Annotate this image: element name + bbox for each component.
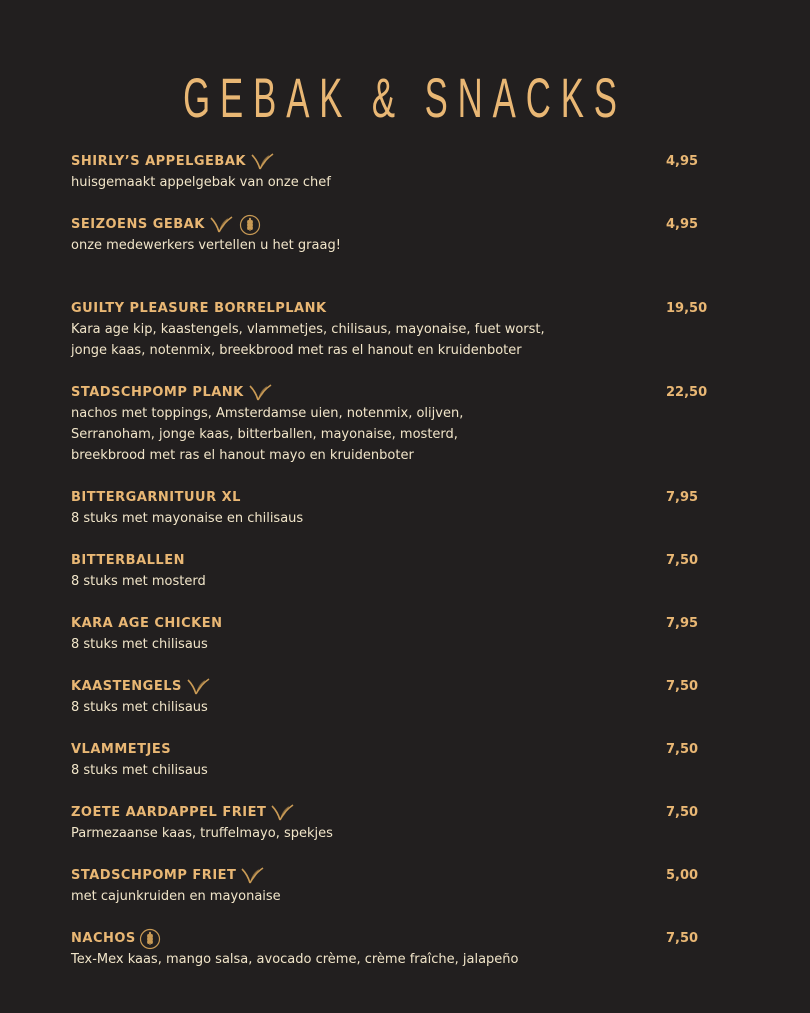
diet-icons bbox=[236, 866, 265, 886]
menu-item-header bbox=[71, 676, 731, 697]
menu-item bbox=[71, 487, 731, 529]
menu-item-header bbox=[71, 151, 731, 172]
menu-item-description: Tex-Mex kaas, mango salsa, avocado crème, crème fraîche, jalapeño bbox=[71, 952, 519, 967]
menu-item-description: met cajunkruiden en mayonaise bbox=[71, 889, 281, 904]
menu-item-name: ZOETE AARDAPPEL FRIET bbox=[71, 805, 267, 820]
menu-item-header bbox=[71, 802, 731, 823]
menu-item-price: 22,50 bbox=[666, 385, 708, 400]
menu-item-price: 7,50 bbox=[666, 679, 699, 694]
menu-item-description: 8 stuks met chilisaus bbox=[71, 700, 208, 715]
menu-item bbox=[71, 928, 731, 970]
menu-item-name: SEIZOENS GEBAK bbox=[71, 217, 205, 232]
menu-item bbox=[71, 739, 731, 781]
vegetarian-leaf-icon bbox=[269, 803, 295, 823]
menu-item-name: NACHOS bbox=[71, 931, 136, 946]
menu-item bbox=[71, 865, 731, 907]
menu-item-header bbox=[71, 487, 731, 508]
menu-item-name: KAASTENGELS bbox=[71, 679, 182, 694]
menu-item-price: 4,95 bbox=[666, 154, 699, 169]
menu-item-description: Kara age kip, kaastengels, vlammetjes, chilisaus, mayonaise, fuet worst, jonge kaas, notenmix, breekbrood met ras el hanout en kruidenboter bbox=[71, 322, 545, 358]
menu-item bbox=[71, 613, 731, 655]
menu-item-header bbox=[71, 214, 731, 235]
gluten-wheat-icon bbox=[139, 928, 161, 950]
menu-item-description: huisgemaakt appelgebak van onze chef bbox=[71, 175, 331, 190]
menu-item bbox=[71, 151, 731, 193]
menu-item-name: BITTERBALLEN bbox=[71, 553, 185, 568]
diet-icons bbox=[266, 803, 295, 823]
menu-item-name: GUILTY PLEASURE BORRELPLANK bbox=[71, 301, 327, 316]
menu-item-name: STADSCHPOMP FRIET bbox=[71, 868, 237, 883]
menu-item-description: 8 stuks met mosterd bbox=[71, 574, 206, 589]
menu-item bbox=[71, 298, 731, 361]
menu-item-price: 19,50 bbox=[666, 301, 708, 316]
vegetarian-leaf-icon bbox=[247, 383, 273, 403]
diet-icons bbox=[205, 214, 261, 236]
menu-item-header bbox=[71, 382, 731, 403]
menu-item-name: VLAMMETJES bbox=[71, 742, 172, 757]
vegetarian-leaf-icon bbox=[185, 677, 211, 697]
menu-item-header bbox=[71, 298, 731, 319]
menu-item-description: 8 stuks met chilisaus bbox=[71, 763, 208, 778]
vegetarian-leaf-icon bbox=[239, 866, 265, 886]
menu-item-description: onze medewerkers vertellen u het graag! bbox=[71, 238, 341, 253]
menu-item bbox=[71, 550, 731, 592]
menu-item bbox=[71, 676, 731, 718]
menu-item bbox=[71, 214, 731, 256]
vegetarian-leaf-icon bbox=[208, 215, 234, 235]
menu-item-price: 7,50 bbox=[666, 553, 699, 568]
menu-item bbox=[71, 802, 731, 844]
menu-item-name: STADSCHPOMP PLANK bbox=[71, 385, 244, 400]
menu-item-description: 8 stuks met chilisaus bbox=[71, 637, 208, 652]
menu-item-price: 4,95 bbox=[666, 217, 699, 232]
menu-item-name: KARA AGE CHICKEN bbox=[71, 616, 223, 631]
diet-icons bbox=[244, 383, 273, 403]
menu-item-price: 5,00 bbox=[666, 868, 699, 883]
diet-icons bbox=[182, 677, 211, 697]
menu-item-price: 7,50 bbox=[666, 805, 699, 820]
menu-item-description: Parmezaanse kaas, truffelmayo, spekjes bbox=[71, 826, 333, 841]
menu-item-name: SHIRLY’S APPELGEBAK bbox=[71, 154, 246, 169]
vegetarian-leaf-icon bbox=[249, 152, 275, 172]
menu-item-header bbox=[71, 928, 731, 949]
diet-icons bbox=[246, 152, 275, 172]
menu-item bbox=[71, 382, 731, 466]
menu-item-price: 7,50 bbox=[666, 742, 699, 757]
menu-item-price: 7,95 bbox=[666, 616, 699, 631]
diet-icons bbox=[136, 928, 161, 950]
gluten-wheat-icon bbox=[239, 214, 261, 236]
menu-item-description: 8 stuks met mayonaise en chilisaus bbox=[71, 511, 304, 526]
menu-item-name: BITTERGARNITUUR XL bbox=[71, 490, 241, 505]
menu-item-price: 7,50 bbox=[666, 931, 699, 946]
menu-item-header bbox=[71, 613, 731, 634]
menu-item-price: 7,95 bbox=[666, 490, 699, 505]
menu-item-header bbox=[71, 865, 731, 886]
page-title: GEBAK & SNACKS bbox=[183, 66, 627, 129]
menu-item-header bbox=[71, 550, 731, 571]
menu-item-description: nachos met toppings, Amsterdamse uien, notenmix, olijven, Serranoham, jonge kaas, bitterballen, mayonaise, mosterd, breekbrood met ras el hanout mayo en kruidenboter bbox=[71, 406, 464, 463]
menu-item-header bbox=[71, 739, 731, 760]
